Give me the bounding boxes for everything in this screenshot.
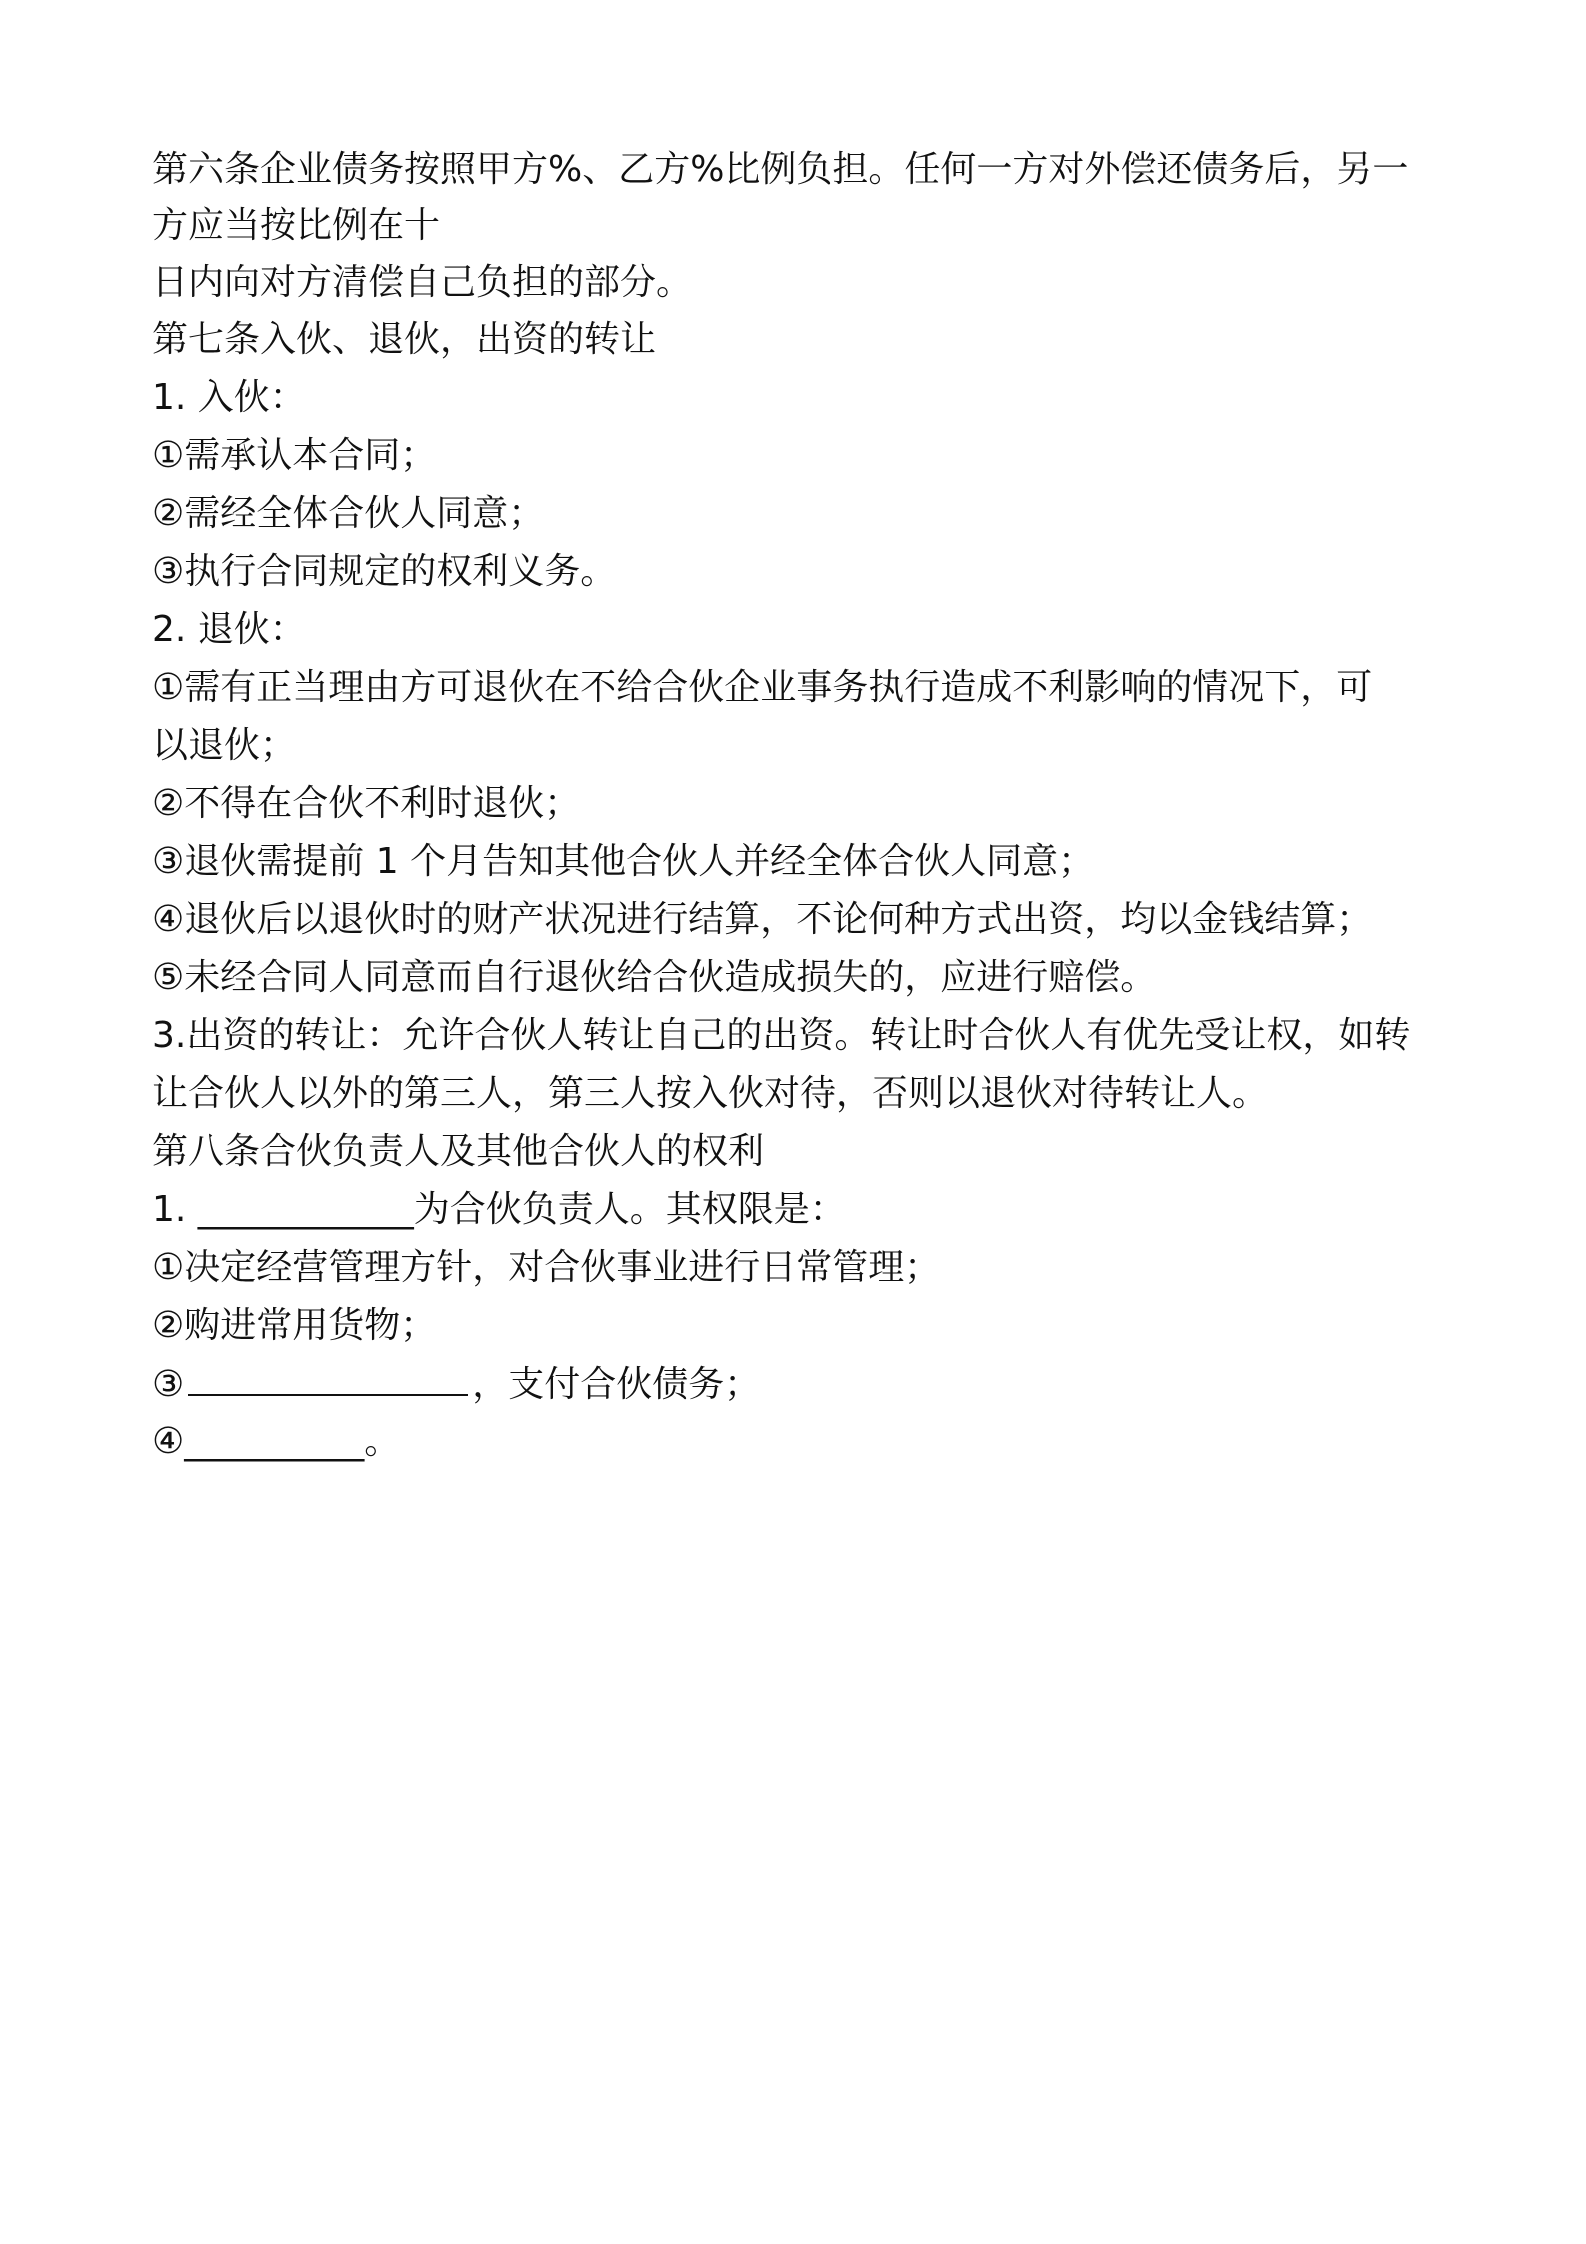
- list-item: ①需承认本合同；: [152, 435, 437, 476]
- list-heading: 1. ____________为合伙负责人。其权限是：: [152, 1189, 846, 1230]
- list-item: ①需有正当理由方可退伙在不给合伙企业事务执行造成不利影响的情况下，可: [152, 667, 1373, 708]
- paragraph-line: 3.出资的转让：允许合伙人转让自己的出资。转让时合伙人有优先受让权，如转: [152, 1015, 1411, 1056]
- list-item: ④退伙后以退伙时的财产状况进行结算，不论何种方式出资，均以金钱结算；: [152, 899, 1373, 940]
- section-heading: 第八条合伙负责人及其他合伙人的权利: [152, 1131, 765, 1172]
- list-heading: 1. 入伙：: [152, 377, 306, 418]
- paragraph-line: 日内向对方清偿自己负担的部分。: [152, 262, 693, 303]
- list-item: ②购进常用货物；: [152, 1305, 437, 1346]
- list-item: ④__________。: [152, 1421, 401, 1462]
- list-item: ③退伙需提前 1 个月告知其他合伙人并经全体合伙人同意；: [152, 841, 1095, 882]
- paragraph-line: 让合伙人以外的第三人，第三人按入伙对待，否则以退伙对待转让人。: [152, 1073, 1269, 1114]
- list-item: ③执行合同规定的权利义务。: [152, 551, 617, 592]
- list-item: ⑤未经合同人同意而自行退伙给合伙造成损失的，应进行赔偿。: [152, 957, 1157, 998]
- paragraph-line: 方应当按比例在十: [152, 205, 441, 246]
- section-heading: 第七条入伙、退伙，出资的转让: [152, 319, 657, 360]
- item-text: ，支付合伙债务；: [472, 1364, 761, 1405]
- list-item: ②需经全体合伙人同意；: [152, 493, 545, 534]
- list-item: ②不得在合伙不利时退伙；: [152, 783, 581, 824]
- item-marker: ③: [152, 1364, 185, 1405]
- list-item: ①决定经营管理方针，对合伙事业进行日常管理；: [152, 1247, 941, 1288]
- paragraph-line: 第六条企业债务按照甲方%、乙方%比例负担。任何一方对外偿还债务后，另一: [152, 149, 1409, 190]
- list-heading: 2. 退伙：: [152, 609, 306, 650]
- fill-in-blank[interactable]: [188, 1364, 468, 1396]
- list-item: [152, 1364, 760, 1404]
- list-item: 以退伙；: [152, 725, 297, 766]
